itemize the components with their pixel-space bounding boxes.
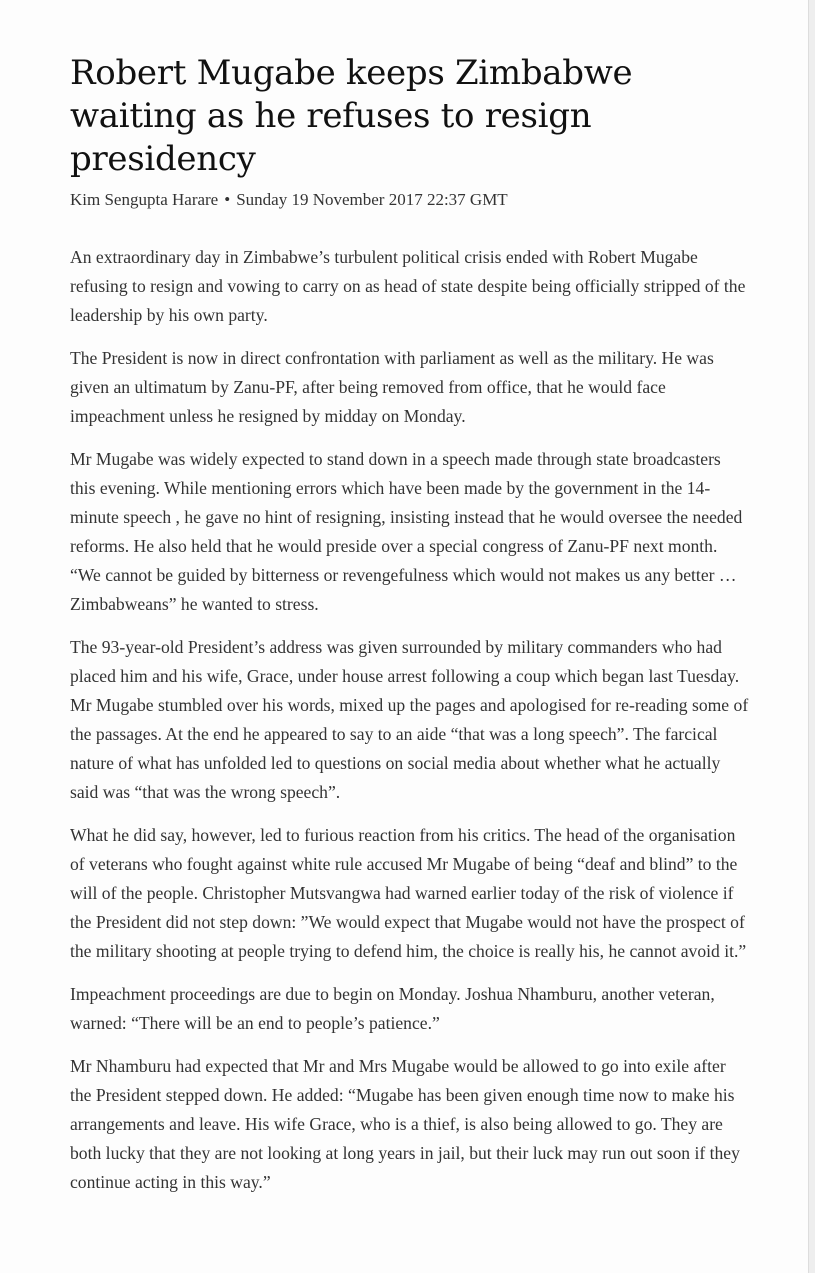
article [70,52,750,1211]
paragraph: The 93-year-old President’s address was given surrounded by military commanders who had placed him and his wife, Grace, under house arrest following a coup which began last Tuesday. Mr Mugabe stumbled over his words, mixed up the pages and apologised for re-reading some of the passages. At the end he appeared to say to an aide “that was a long speech”. The farcical nature of what has unfolded led to questions on social media about whether what he actually said was “that was the wrong speech”. [70,637,749,802]
byline-date: Sunday 19 November 2017 22:37 GMT [236,190,508,209]
paragraph: Impeachment proceedings are due to begin on Monday. Joshua Nhamburu, another veteran, warned: “There will be an end to people’s patience.” [70,984,715,1033]
paragraph: The President is now in direct confrontation with parliament as well as the military. He was given an ultimatum by Zanu-PF, after being removed from office, that he would face impeachment unless he resigned by midday on Monday. [70,348,714,426]
paragraph: Mr Mugabe was widely expected to stand down in a speech made through state broadcasters this evening. While mentioning errors which have been made by the government in the 14-minute speech , he gave no hint of resigning, insisting instead that he would oversee the needed reforms. He also held that he would preside over a special congress of Zanu-PF next month. “We cannot be guided by bitterness or revengefulness which would not makes us any better … Zimbabweans” he wanted to stress. [70,449,743,614]
byline-separator: • [224,190,231,209]
article-body [70,243,750,1197]
scrollbar-track[interactable] [808,0,815,1273]
byline-author: Kim Sengupta Harare [70,190,219,209]
paragraph: What he did say, however, led to furious reaction from his critics. The head of the organisation of veterans who fought against white rule accused Mr Mugabe of being “deaf and blind” to the will of the people. Christopher Mutsvangwa had warned earlier today of the risk of violence if the President did not step down: ”We would expect that Mugabe would not have the prospect of the military shooting at people trying to defend him, the choice is really his, he cannot avoid it.” [70,825,747,961]
paragraph: An extraordinary day in Zimbabwe’s turbulent political crisis ended with Robert Mugabe refusing to resign and vowing to carry on as head of state despite being officially stripped of the leadership by his own party. [70,247,746,325]
byline [70,188,750,212]
headline: Robert Mugabe keeps Zimbabwe waiting as he refuses to resign presidency [70,53,633,179]
paragraph: Mr Nhamburu had expected that Mr and Mrs Mugabe would be allowed to go into exile after the President stepped down. He added: “Mugabe has been given enough time now to make his arrangements and leave. His wife Grace, who is a thief, is also being allowed to go. They are both lucky that they are not looking at long years in jail, but their luck may run out soon if they continue acting in this way.” [70,1056,740,1192]
